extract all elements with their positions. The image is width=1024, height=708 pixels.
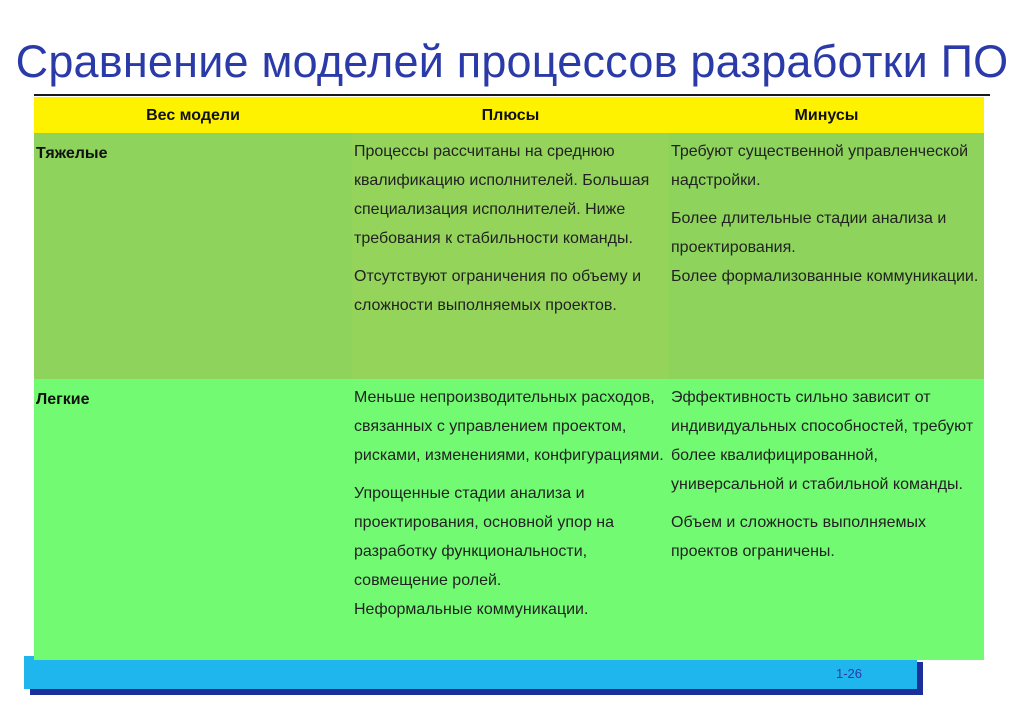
cons-light-item: Объем и сложность выполняемых проектов ограничены. [671,514,927,560]
pros-heavy [352,133,669,379]
pros-heavy-item: Отсутствуют ограничения по объему и сложности выполняемых проектов. [354,268,642,314]
header-weight: Вес модели [146,107,240,124]
slide-title: Сравнение моделей процессов разработки ПО [15,36,1009,87]
cons-light-item: Эффективность сильно зависит от индивидуальных способностей, требуют более квалифицированной, универсальной и стабильной команды. [671,389,974,493]
footer-bar [24,656,917,689]
cons-heavy-item: Требуют существенной управленческой надстройки. [671,143,969,189]
comparison-table [34,97,984,660]
weight-light: Легкие [36,391,90,408]
cons-heavy-item: Более длительные стадии анализа и проектирования. [671,210,947,256]
cons-heavy-item: Более формализованные коммуникации. [671,268,979,285]
cons-heavy [669,133,984,379]
pros-light-item: Неформальные коммуникации. [354,601,589,618]
table-header-row [34,97,984,133]
pros-heavy-item: Процессы рассчитаны на среднюю квалификацию исполнителей. Большая специализация исполнителей. Ниже требования к стабильности команды. [354,143,650,247]
table-row-heavy [34,133,984,379]
pros-light [352,379,669,660]
page-number: 1-26 [836,666,863,681]
cons-light [669,379,984,660]
header-pros: Плюсы [481,107,540,124]
weight-heavy: Тяжелые [36,145,108,162]
title-divider [34,94,990,96]
header-cons: Минусы [794,107,859,124]
table-row-light [34,379,984,660]
pros-light-item: Упрощенные стадии анализа и проектирования, основной упор на разработку функциональности, совмещение ролей. [354,485,615,589]
pros-light-item: Меньше непроизводительных расходов, связанных с управлением проектом, рисками, изменениями, конфигурациями. [354,389,664,464]
